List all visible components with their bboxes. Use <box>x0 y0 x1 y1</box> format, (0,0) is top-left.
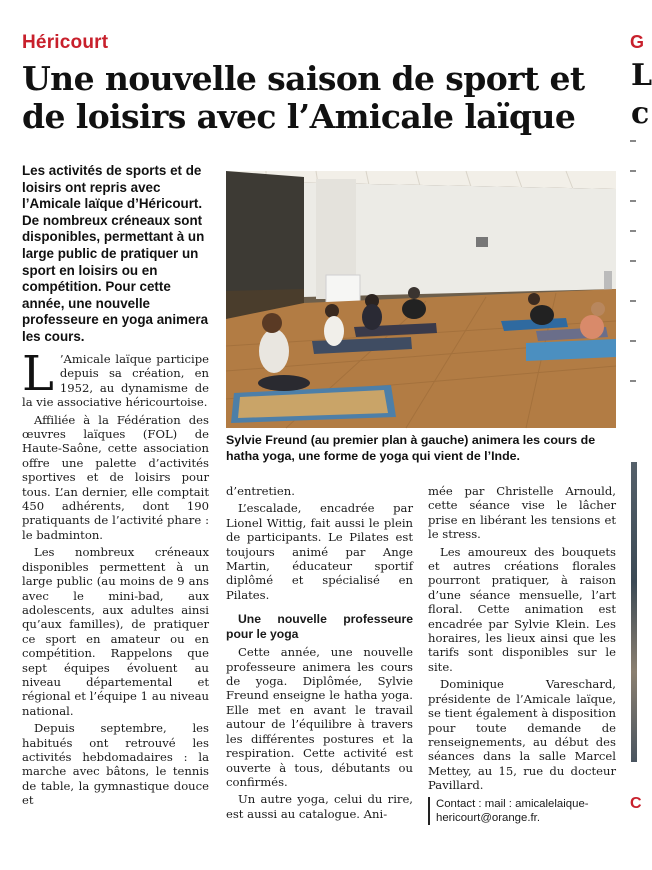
photo-caption: Sylvie Freund (au premier plan à gauche) animera les cours de hatha yoga, une forme de yoga qui vient de l’Inde. <box>226 433 596 463</box>
next-headline-fragment: c <box>631 96 650 131</box>
next-text-line <box>630 380 636 382</box>
paragraph: Cette année, une nouvelle professeure animera les cours de yoga. Diplômée, Sylvie Freund enseigne le hatha yoga. Elle met en avant le travail autour de l’équilibre à travers les différentes postures et la respiration. Cette activité est ouverte à tous, débutants ou confirmés. <box>226 645 413 789</box>
article-photo[interactable] <box>226 171 616 428</box>
next-text-line <box>630 230 636 232</box>
paragraph: L’escalade, encadrée par Lionel Wittig, fait aussi le plein de participants. Le Pilates est toujours animé par Ange Martin, éducateur sportif diplômé et spécialisé en Pilates. <box>226 501 413 602</box>
paragraph: d’entretien. <box>226 484 295 498</box>
section-label[interactable]: Héricourt <box>22 32 109 53</box>
next-text-line <box>630 170 636 172</box>
article-headline: Une nouvelle saison de sport et de loisirs avec l’Amicale laïque <box>22 59 585 136</box>
paragraph: Un autre yoga, celui du rire, est aussi au catalogue. Ani- <box>226 792 413 821</box>
dropcap: L <box>22 346 54 402</box>
paragraph: Affiliée à la Fédération des œuvres laïques (FOL) de Haute-Saône, cette association offre une palette d’activités sportives et de loisirs pour tous. L’an dernier, elle comptait 450 adhérents, dont 190 pratiquants de l’activité phare : le badminton. <box>22 412 209 542</box>
paragraph: Les nombreux créneaux disponibles permettent à un large public (au moins de 9 ans avec le mini-bad, aux adolescents, aux adultes ainsi qu’aux familles), de pratiquer ce sport en amateur ou en compétition. Rappelons que sept équipes évoluent au niveau départemental et régional et l’équipe 1 au niveau national. <box>22 545 209 718</box>
article-column-2 <box>226 484 413 824</box>
contact-line[interactable]: Contact : mail : amicalelaique-hericourt@orange.fr. <box>428 797 616 825</box>
paragraph-text: ’Amicale laïque participe depuis sa création, en 1952, au dynamisme de la vie associative héricourtoise. <box>22 352 209 410</box>
paragraph <box>22 346 209 410</box>
next-section-label: C <box>630 795 642 812</box>
next-headline-fragment: L <box>631 58 652 93</box>
subheading: Une nouvelle professeure pour le yoga <box>226 612 413 642</box>
next-text-line <box>630 340 636 342</box>
article-column-3 <box>428 484 616 828</box>
next-text-line <box>630 140 636 142</box>
paragraph: Depuis septembre, les habitués ont retrouvé les activités hebdomadaires : la marche avec bâtons, le tennis de table, la gymnastique douce et <box>22 721 209 808</box>
next-section-label: G <box>630 32 645 52</box>
paragraph: Les amoureux des bouquets et autres créations florales pourront pratiquer, à raison d’une séance mensuelle, l’art floral. Cette animation est encadrée par Sylvie Klein. Les horaires, les lieux ainsi que les tarifs sont disponibles sur le site. <box>428 544 616 674</box>
paragraph: Dominique Vareschard, présidente de l’Amicale laïque, se tient également à disposition pour toute demande de renseignements, au début des séances dans la salle Marcel Mettey, au 15, rue du docteur Pavillard. <box>428 677 616 793</box>
article-chapo: Les activités de sports et de loisirs ont repris avec l’Amicale laïque d’Héricourt. De nombreux créneaux sont disponibles, permettant à un large public de pratiquer un sport en loisirs ou en compétition. Pour cette année, une nouvelle professeure en yoga animera les cours. <box>22 163 209 344</box>
next-text-line <box>630 300 636 302</box>
yoga-class-photo <box>226 171 616 428</box>
paragraph: mée par Christelle Arnould, cette séance vise le lâcher prise en libérant les tensions et le stress. <box>428 484 616 542</box>
next-article-edge <box>623 0 652 870</box>
next-text-line <box>630 260 636 262</box>
article-column-1 <box>22 346 209 811</box>
next-photo-strip <box>631 462 637 762</box>
next-text-line <box>630 200 636 202</box>
